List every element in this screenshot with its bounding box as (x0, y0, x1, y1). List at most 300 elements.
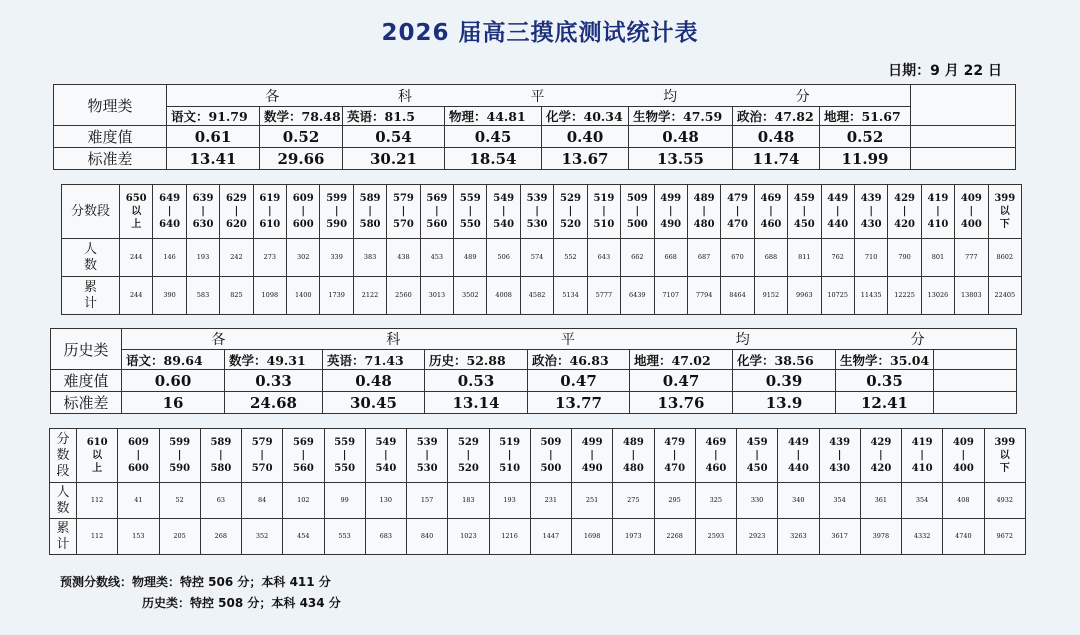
cumulative-value: 9963 (788, 277, 821, 315)
cumulative-value: 1216 (489, 519, 530, 555)
score-range-part: 549 (375, 437, 397, 448)
count-value: 52 (159, 483, 200, 519)
cumulative-value: 1973 (613, 519, 654, 555)
score-range-part: 500 (540, 463, 562, 474)
score-range-part: 540 (493, 219, 515, 230)
score-range-part: 430 (860, 219, 882, 230)
count-value: 99 (324, 483, 365, 519)
date-label: 日期：9 月 22 日 (888, 63, 1002, 79)
subject-average-cell: 物理：44.81 (445, 107, 542, 126)
score-range-part: 下 (999, 219, 1010, 230)
score-range-part: | (368, 206, 372, 217)
score-range-cell (613, 429, 654, 483)
score-range-part: | (920, 450, 924, 461)
score-range-cell (407, 429, 448, 483)
subject-average-cell: 生物学：35.04 (836, 350, 934, 370)
cumulative-value: 205 (159, 519, 200, 555)
score-range-cell (721, 185, 754, 239)
count-value: 244 (120, 239, 153, 277)
cumulative-value: 2593 (695, 519, 736, 555)
score-range-part: 610 (259, 219, 281, 230)
cumulative-value: 112 (77, 519, 118, 555)
score-range-part: 589 (359, 193, 381, 204)
average-header-char: 均 (663, 88, 680, 105)
score-range-part: | (869, 206, 873, 217)
score-range-part: 470 (664, 463, 686, 474)
count-value: 295 (654, 483, 695, 519)
average-header-char: 科 (386, 332, 403, 348)
count-value: 662 (621, 239, 654, 277)
score-range-part: 459 (793, 193, 815, 204)
footer-line-history: 历史类：特控 508 分；本科 434 分 (142, 596, 341, 610)
score-range-part: | (435, 206, 439, 217)
score-range-part: 450 (746, 463, 768, 474)
score-range-cell (572, 429, 613, 483)
count-value: 361 (860, 483, 901, 519)
score-range-part: 619 (259, 193, 281, 204)
score-range-part: 419 (911, 437, 933, 448)
score-range-part: | (635, 206, 640, 217)
count-value: 330 (737, 483, 778, 519)
score-range-part: 399 (994, 437, 1016, 448)
count-value: 811 (788, 239, 821, 277)
cumulative-value: 244 (120, 277, 153, 315)
difficulty-value: 0.52 (820, 126, 911, 148)
cumulative-value: 2923 (737, 519, 778, 555)
count-value: 339 (320, 239, 353, 277)
physics-category-label: 物理类 (54, 85, 167, 126)
score-range-part: 569 (292, 437, 314, 448)
score-range-part: 以 (999, 450, 1010, 461)
score-range-part: 510 (499, 463, 521, 474)
cumulative-value: 7107 (654, 277, 687, 315)
count-value: 8602 (988, 239, 1021, 277)
score-range-part: 599 (169, 437, 191, 448)
difficulty-label: 难度值 (51, 370, 122, 392)
std-value: 13.14 (425, 392, 528, 414)
score-range-part: | (201, 206, 205, 217)
count-value: 506 (487, 239, 520, 277)
subject-average-cell: 语文：89.64 (122, 350, 225, 370)
count-value: 275 (613, 483, 654, 519)
average-header-char: 平 (560, 332, 577, 348)
cumulative-value: 4582 (520, 277, 553, 315)
score-range-part: 479 (727, 193, 748, 204)
score-range-part: | (702, 206, 706, 217)
score-range-part: | (769, 206, 773, 217)
score-range-part: 419 (927, 193, 949, 204)
score-range-cell (448, 429, 489, 483)
count-value: 84 (242, 483, 283, 519)
score-range-part: | (837, 450, 842, 461)
score-range-part: 580 (210, 463, 232, 474)
cumulative-value: 3013 (420, 277, 453, 315)
cumulative-value: 4332 (902, 519, 943, 555)
score-range-cell (860, 429, 901, 483)
score-range-cell (778, 429, 819, 483)
difficulty-value: 0.45 (445, 126, 542, 148)
score-range-part: | (672, 450, 677, 461)
count-value: 63 (200, 483, 241, 519)
count-label (62, 239, 120, 277)
score-range-part: | (167, 206, 172, 217)
score-range-cell (253, 185, 286, 239)
cumulative-value: 840 (407, 519, 448, 555)
average-header-char: 各 (265, 88, 282, 105)
count-value: 790 (888, 239, 921, 277)
subject-average-cell: 生物学：47.59 (629, 107, 733, 126)
count-value: 130 (365, 483, 406, 519)
score-range-part: | (568, 206, 573, 217)
subject-average-cell: 地理：51.67 (820, 107, 911, 126)
score-range-part: | (796, 450, 801, 461)
score-range-part: | (260, 450, 264, 461)
cumulative-value: 2560 (387, 277, 420, 315)
difficulty-value: 0.48 (629, 126, 733, 148)
count-value: 354 (902, 483, 943, 519)
score-range-cell (587, 185, 620, 239)
subject-average-cell: 历史：52.88 (425, 350, 528, 370)
score-range-cell (186, 185, 219, 239)
score-range-part: | (631, 450, 636, 461)
cumulative-value: 153 (118, 519, 159, 555)
score-range-cell (530, 429, 571, 483)
score-range-part: | (735, 206, 740, 217)
average-header-char: 各 (211, 332, 228, 348)
score-range-cell (687, 185, 720, 239)
count-value: 489 (454, 239, 487, 277)
score-range-part: 449 (827, 193, 849, 204)
physics-average-header (167, 85, 911, 107)
score-range-part: 639 (192, 193, 214, 204)
count-value: 102 (283, 483, 324, 519)
count-value: 687 (687, 239, 720, 277)
score-range-cell (353, 185, 386, 239)
cumulative-value: 4740 (943, 519, 984, 555)
count-label (50, 483, 77, 519)
subject-average-cell: 英语：71.43 (323, 350, 425, 370)
score-range-part: 460 (760, 219, 782, 230)
score-range-part: | (334, 206, 339, 217)
score-range-cell (324, 429, 365, 483)
score-range-part: | (714, 450, 718, 461)
count-value: 193 (489, 483, 530, 519)
cumulative-value: 5777 (587, 277, 620, 315)
score-range-part: 529 (560, 193, 581, 204)
score-range-part: 410 (927, 219, 949, 230)
score-range-part: | (549, 450, 553, 461)
physics-distribution-table (61, 184, 1022, 315)
score-range-part: | (879, 450, 883, 461)
std-value: 29.66 (260, 148, 343, 170)
footer-line-physics: 预测分数线：物理类：特控 506 分；本科 411 分 (60, 575, 331, 589)
score-range-part: | (507, 450, 512, 461)
average-header-char: 平 (530, 88, 547, 105)
score-range-part: 469 (760, 193, 782, 204)
blank-cell (934, 350, 1017, 370)
std-value: 13.76 (630, 392, 733, 414)
cumulative-value: 7794 (687, 277, 720, 315)
count-value: 777 (955, 239, 988, 277)
score-range-part: 640 (159, 219, 181, 230)
score-range-part: 549 (493, 193, 515, 204)
std-value: 13.41 (167, 148, 260, 170)
score-range-part: 479 (664, 437, 686, 448)
subject-average-cell: 数学：78.48 (260, 107, 343, 126)
count-value: 302 (287, 239, 320, 277)
score-range-cell (487, 185, 520, 239)
difficulty-value: 0.60 (122, 370, 225, 392)
score-range-cell (118, 429, 159, 483)
history-average-header (122, 329, 1017, 350)
count-value: 251 (572, 483, 613, 519)
score-range-cell (654, 429, 695, 483)
score-range-part: 489 (622, 437, 644, 448)
average-header-char: 分 (795, 88, 812, 105)
std-value: 30.21 (343, 148, 445, 170)
score-range-part: 400 (960, 219, 982, 230)
score-range-cell (854, 185, 887, 239)
count-value: 340 (778, 483, 819, 519)
std-value: 12.41 (836, 392, 934, 414)
score-range-part: 469 (705, 437, 727, 448)
score-range-cell (287, 185, 320, 239)
score-range-part: 629 (225, 193, 247, 204)
count-value: 146 (153, 239, 186, 277)
score-range-part: 600 (127, 463, 149, 474)
score-range-part: 490 (660, 219, 682, 230)
cumulative-value: 683 (365, 519, 406, 555)
cum-label (62, 277, 120, 315)
count-value: 193 (186, 239, 219, 277)
score-range-part: | (902, 206, 907, 217)
std-value: 30.45 (323, 392, 425, 414)
cumulative-value: 352 (242, 519, 283, 555)
score-range-part: | (961, 450, 966, 461)
score-range-cell (754, 185, 787, 239)
difficulty-value: 0.48 (733, 126, 820, 148)
score-range-part: | (268, 206, 272, 217)
score-range-part: | (755, 450, 759, 461)
score-range-part: 510 (593, 219, 615, 230)
score-range-cell (984, 429, 1026, 483)
score-range-part: 539 (526, 193, 548, 204)
difficulty-value: 0.47 (630, 370, 733, 392)
score-range-part: | (234, 206, 239, 217)
score-range-part: 440 (787, 463, 809, 474)
score-range-cell (988, 185, 1021, 239)
cumulative-value: 4008 (487, 277, 520, 315)
score-range-part: 600 (292, 219, 314, 230)
subject-average-cell: 数学：49.31 (225, 350, 323, 370)
score-range-cell (888, 185, 921, 239)
cumulative-value: 1098 (253, 277, 286, 315)
cumulative-value: 8464 (721, 277, 754, 315)
score-range-cell (520, 185, 553, 239)
score-range-part: | (177, 450, 182, 461)
score-range-part: | (590, 450, 594, 461)
score-range-part: 429 (894, 193, 915, 204)
score-range-part: 589 (210, 437, 232, 448)
score-range-part: 610 (86, 437, 108, 448)
cumulative-value: 1023 (448, 519, 489, 555)
score-range-part: 580 (359, 219, 381, 230)
score-range-part: | (301, 450, 306, 461)
difficulty-value: 0.35 (836, 370, 934, 392)
count-value: 408 (943, 483, 984, 519)
difficulty-value: 0.47 (528, 370, 630, 392)
history-category-label: 历史类 (51, 329, 122, 370)
score-range-part: 500 (626, 219, 648, 230)
score-range-part: 460 (705, 463, 727, 474)
cumulative-value: 10725 (821, 277, 854, 315)
score-range-part: 400 (952, 463, 974, 474)
cumulative-value: 5134 (554, 277, 587, 315)
score-range-part: 上 (92, 463, 103, 474)
score-range-part: 579 (393, 193, 414, 204)
score-range-cell (420, 185, 453, 239)
score-range-part: 489 (693, 193, 715, 204)
cumulative-value: 1739 (320, 277, 353, 315)
cumulative-value: 6439 (621, 277, 654, 315)
score-range-cell (120, 185, 153, 239)
page-title: 2026 届高三摸底测试统计表 (381, 20, 699, 46)
cumulative-value: 268 (200, 519, 241, 555)
score-range-cell (200, 429, 241, 483)
cumulative-value: 825 (220, 277, 253, 315)
score-range-part: | (668, 206, 673, 217)
score-range-part: 410 (911, 463, 933, 474)
score-range-part: | (802, 206, 807, 217)
score-range-cell (621, 185, 654, 239)
cumulative-value: 2122 (353, 277, 386, 315)
score-range-part: 559 (334, 437, 356, 448)
count-value: 41 (118, 483, 159, 519)
count-value: 710 (854, 239, 887, 277)
subject-average-cell: 化学：38.56 (733, 350, 836, 370)
count-value: 552 (554, 239, 587, 277)
difficulty-value: 0.33 (225, 370, 323, 392)
count-value: 668 (654, 239, 687, 277)
score-range-cell (821, 185, 854, 239)
difficulty-value: 0.40 (542, 126, 629, 148)
score-range-cell (921, 185, 954, 239)
score-range-part: | (384, 450, 388, 461)
count-value: 643 (587, 239, 620, 277)
cumulative-value: 390 (153, 277, 186, 315)
score-range-part: 以 (999, 206, 1010, 217)
count-label-text: 人数 (56, 484, 70, 516)
score-range-part: 560 (426, 219, 448, 230)
blank-cell (911, 85, 1016, 126)
score-range-part: 499 (660, 193, 682, 204)
score-range-part: 569 (426, 193, 448, 204)
difficulty-value: 0.52 (260, 126, 343, 148)
count-value: 688 (754, 239, 787, 277)
score-range-part: 409 (960, 193, 982, 204)
cumulative-value: 1698 (572, 519, 613, 555)
count-value: 453 (420, 239, 453, 277)
score-range-part: 509 (626, 193, 648, 204)
score-range-cell (153, 185, 186, 239)
count-value: 112 (77, 483, 118, 519)
score-range-part: 609 (127, 437, 149, 448)
score-range-part: | (936, 206, 940, 217)
score-range-part: 540 (375, 463, 397, 474)
score-range-part: 449 (787, 437, 809, 448)
subject-average-cell: 化学：40.34 (542, 107, 629, 126)
score-range-part: 609 (292, 193, 314, 204)
count-value: 273 (253, 239, 286, 277)
count-value: 670 (721, 239, 754, 277)
std-value: 11.99 (820, 148, 911, 170)
segment-label (50, 429, 77, 483)
score-range-part: 409 (952, 437, 974, 448)
score-range-part: 499 (581, 437, 603, 448)
score-range-part: 399 (994, 193, 1016, 204)
score-range-part: 570 (251, 463, 273, 474)
difficulty-value: 0.48 (323, 370, 425, 392)
cumulative-value: 13803 (955, 277, 988, 315)
cumulative-value: 3617 (819, 519, 860, 555)
score-range-cell (77, 429, 118, 483)
score-range-cell (654, 185, 687, 239)
cumulative-value: 9672 (984, 519, 1026, 555)
cumulative-value: 2268 (654, 519, 695, 555)
score-range-part: 560 (292, 463, 314, 474)
score-range-part: 590 (326, 219, 348, 230)
std-value: 18.54 (445, 148, 542, 170)
average-header-char: 分 (910, 332, 927, 348)
score-range-part: 480 (693, 219, 715, 230)
subject-average-cell: 政治：47.82 (733, 107, 820, 126)
subject-average-cell: 英语：81.5 (343, 107, 445, 126)
std-label: 标准差 (54, 148, 167, 170)
score-range-part: 470 (727, 219, 748, 230)
count-value: 801 (921, 239, 954, 277)
score-range-part: 630 (192, 219, 214, 230)
cumulative-value: 9152 (754, 277, 787, 315)
average-header-char: 科 (397, 88, 414, 105)
cum-label (50, 519, 77, 555)
score-range-cell (283, 429, 324, 483)
difficulty-value: 0.61 (167, 126, 260, 148)
score-range-part: 以 (92, 450, 103, 461)
score-range-part: | (219, 450, 223, 461)
segment-label: 分数段 (62, 185, 120, 239)
history-distribution-table (49, 428, 1026, 555)
count-label-text: 人数 (83, 241, 97, 273)
count-value: 325 (695, 483, 736, 519)
score-range-part: | (468, 206, 473, 217)
difficulty-value: 0.53 (425, 370, 528, 392)
score-range-part: 509 (540, 437, 562, 448)
score-range-part: 480 (622, 463, 644, 474)
segment-label-text: 分数段 (56, 431, 70, 479)
physics-summary-table (53, 84, 1016, 170)
cumulative-value: 13026 (921, 277, 954, 315)
score-range-part: 429 (870, 437, 892, 448)
std-value: 11.74 (733, 148, 820, 170)
cumulative-value: 454 (283, 519, 324, 555)
score-range-part: 519 (593, 193, 615, 204)
score-range-cell (365, 429, 406, 483)
score-range-cell (554, 185, 587, 239)
score-range-part: | (602, 206, 606, 217)
score-range-part: 530 (416, 463, 438, 474)
score-range-part: 519 (499, 437, 521, 448)
std-label: 标准差 (51, 392, 122, 414)
